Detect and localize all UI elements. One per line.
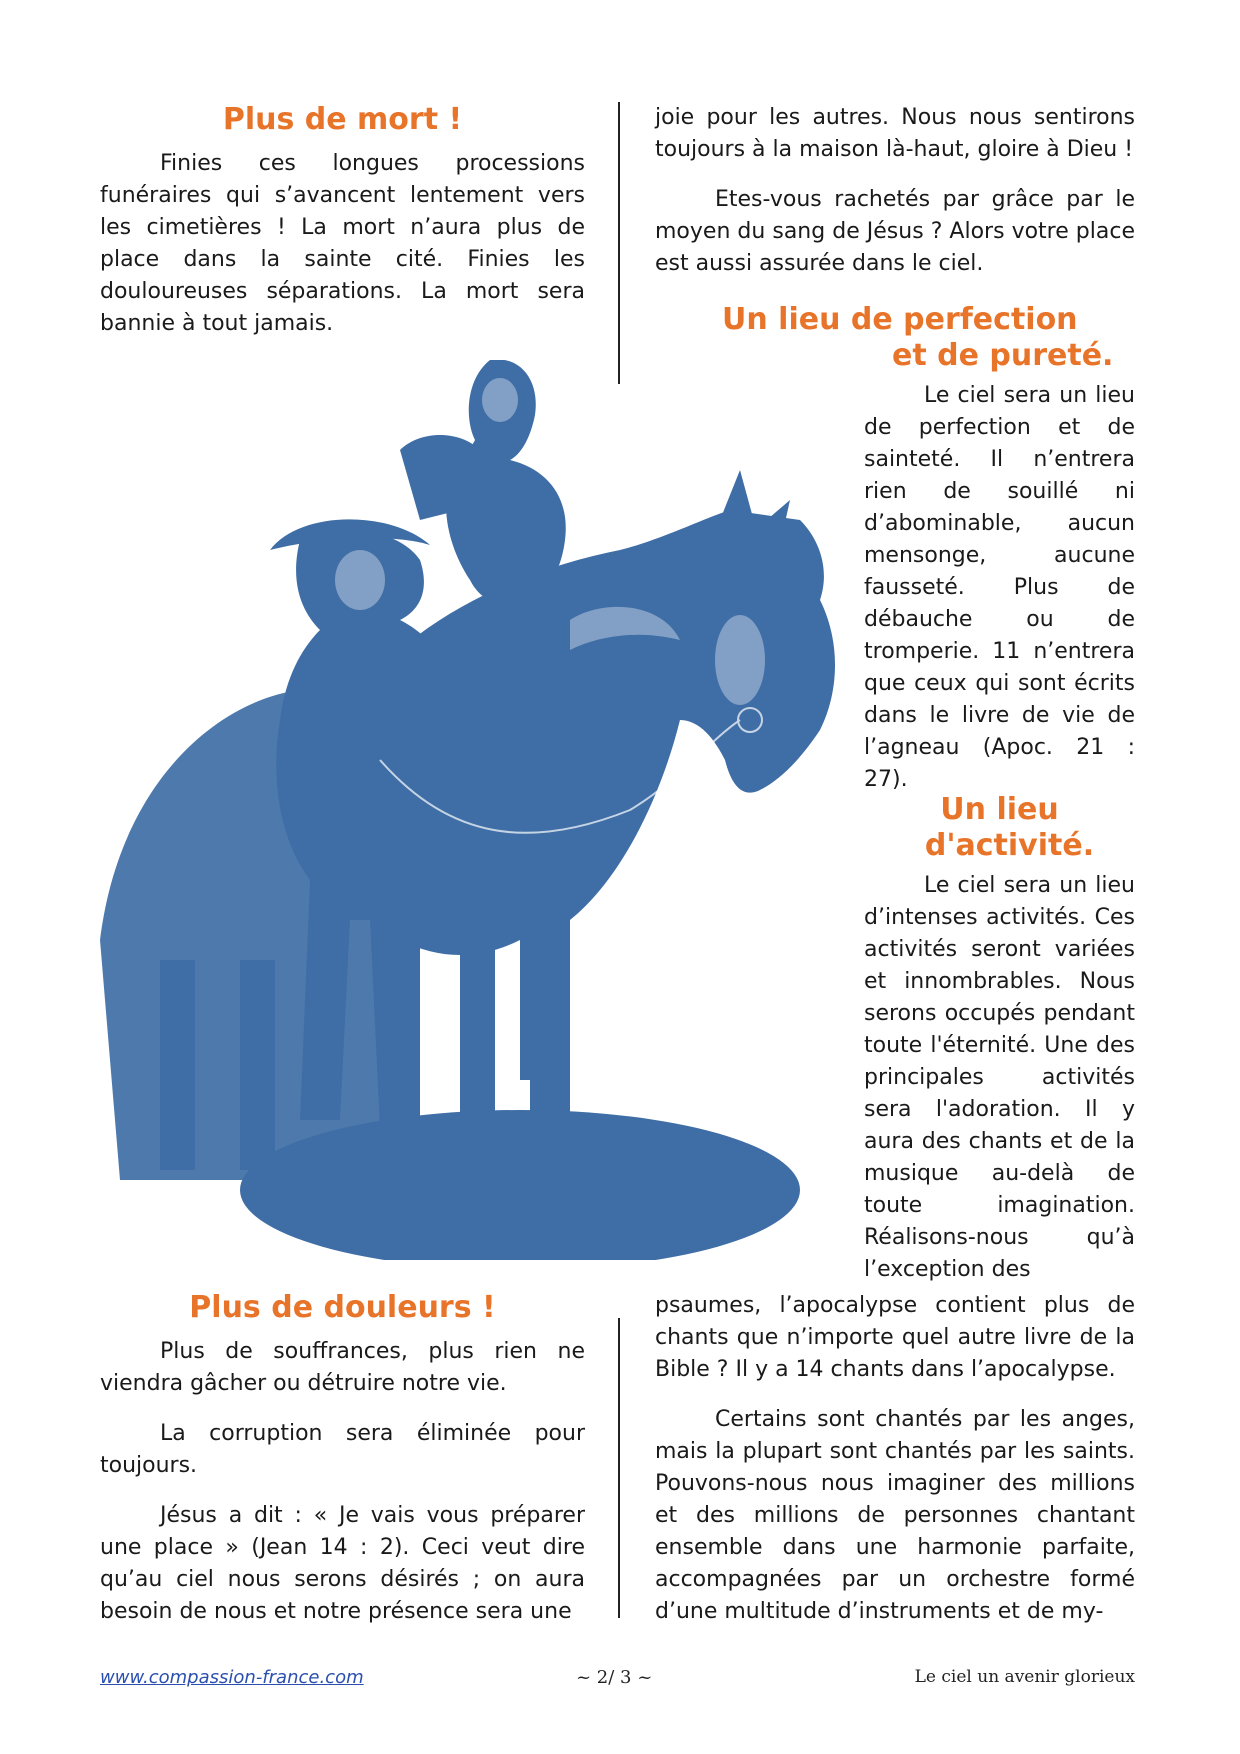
paragraph-corruption: La corruption sera éliminée pour toujours. [100,1421,585,1478]
footer-page-number: ~ 2/ 3 ~ [576,1667,653,1688]
statue-horse-riders-image [100,360,850,1260]
paragraph-souffrances: Plus de souffrances, plus rien ne viendra gâcher ou détruire notre vie. [100,1339,585,1396]
section-activite-narrow [864,870,1135,1286]
section-activite-wide [655,1290,1135,1628]
heading-perfection-line2: et de pureté. [892,338,1114,373]
paragraph-activite-narrow: Le ciel sera un lieu d’intenses activités. Ces activités seront variées et innombrables. Nous serons occupés pendant toute l'éternité. Une des principales activités sera l'adoration. Il y aura des chants et de la musique au-delà de toute imagination. Réalisons-nous qu’à l’exception des [864,873,1135,1282]
paragraph-rachetes: Etes-vous rachetés par grâce par le moyen du sang de Jésus ? Alors votre place est aussi assurée dans le ciel. [655,187,1135,276]
paragraph-plus-de-mort: Finies ces longues processions funéraires qui s’avancent lentement vers les cimetières ! La mort n’aura plus de place dans la sainte cité. Finies les douloureuses séparations. La mort sera bannie à tout jamais. [100,151,585,336]
section-top-right [655,102,1135,280]
paragraph-activite-wide: psaumes, l’apocalypse contient plus de chants que n’importe quel autre livre de la Bible ? Il y a 14 chants dans l’apocalypse. [655,1293,1135,1382]
paragraph-jesus: Jésus a dit : « Je vais vous préparer une place » (Jean 14 : 2). Ceci veut dire qu’au ciel nous serons désirés ; on aura besoin de nous et notre présence sera une [100,1503,585,1624]
paragraph-perfection: Le ciel sera un lieu de perfection et de sainteté. Il n’entrera rien de souillé ni d’abominable, aucun mensonge, aucune fausseté. Plus de débauche ou de tromperie. 11 n’entrera que ceux qui sont écrits dans le livre de vie de l’agneau (Apoc. 21 : 27). [864,383,1135,792]
footer-document-title: Le ciel un avenir glorieux [914,1667,1135,1687]
paragraph-certains: Certains sont chantés par les anges, mais la plupart sont chantés par les saints. Pouvons-nous nous imaginer des millions et des millions de personnes chantant ensemble dans une harmonie parfaite, accompagnées par un orchestre formé d’une multitude d’instruments et de my- [655,1407,1135,1624]
heading-activite [864,792,1135,864]
section-plus-de-douleurs [100,1290,585,1628]
footer [100,1667,1135,1693]
footer-website-link[interactable]: www.compassion-france.com [100,1667,364,1688]
heading-perfection-line1: Un lieu de perfection [722,302,1078,337]
paragraph-joie: joie pour les autres. Nous nous sentirons toujours à la maison là-haut, gloire à Dieu ! [655,105,1135,162]
column-divider-bottom [618,1318,620,1618]
section-plus-de-mort [100,102,585,340]
section-perfection [864,380,1135,796]
heading-activite-line1: Un lieu [940,792,1059,827]
heading-plus-de-douleurs: Plus de douleurs ! [189,1290,496,1325]
heading-activite-line2: d'activité. [924,828,1095,863]
heading-plus-de-mort: Plus de mort ! [222,102,463,137]
column-divider-top [618,102,620,384]
